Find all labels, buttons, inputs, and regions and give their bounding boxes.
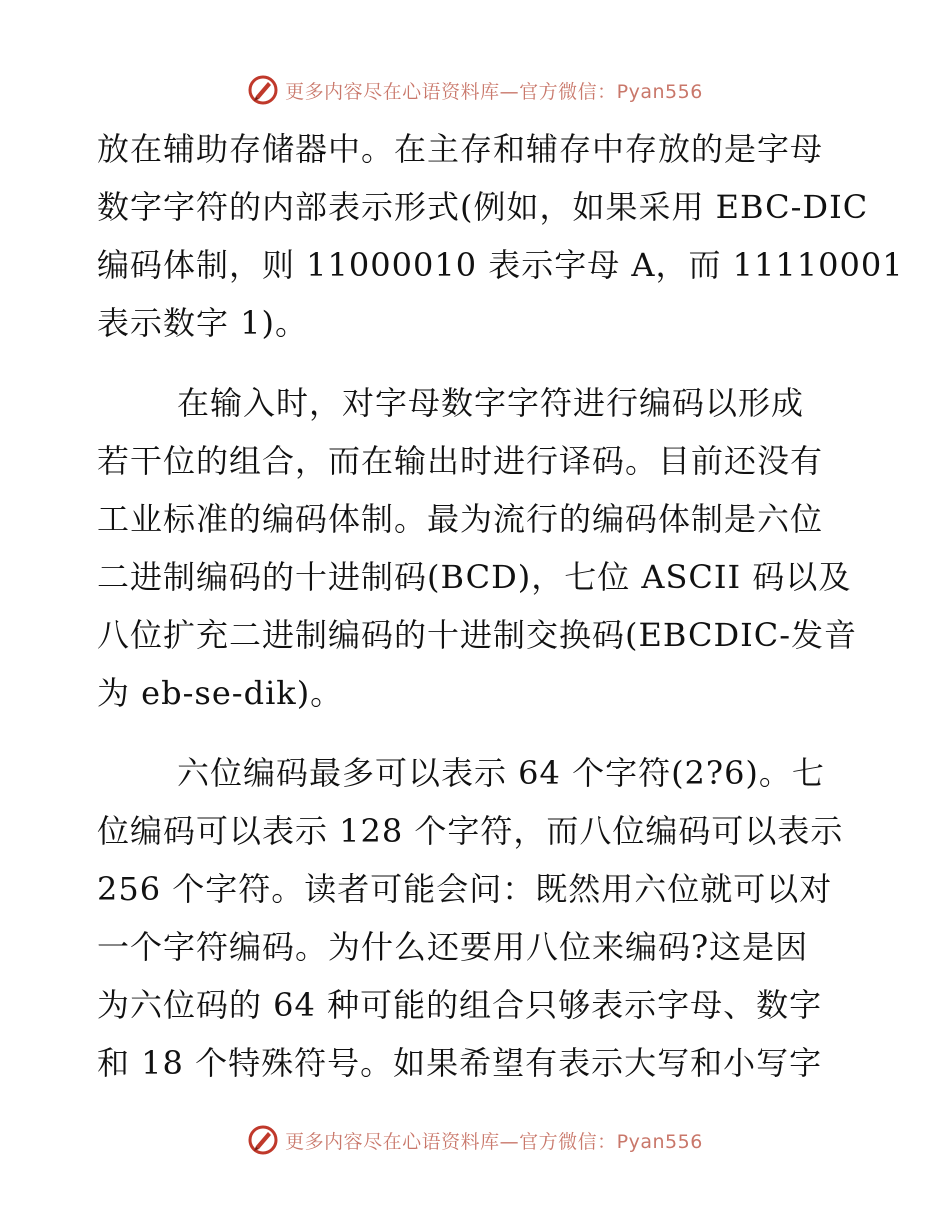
text-line: 编码体制，则 11000010 表示字母 A，而 11110001 bbox=[97, 246, 904, 284]
text-line: 一个字符编码。为什么还要用八位来编码?这是因 bbox=[97, 928, 809, 966]
text-line: 256 个字符。读者可能会问：既然用六位就可以对 bbox=[97, 870, 833, 908]
watermark-text: 更多内容尽在心语资料库—官方微信：Pyan556 bbox=[285, 80, 703, 103]
text-line: 在输入时，对字母数字字符进行编码以形成 bbox=[177, 384, 805, 422]
text-line: 二进制编码的十进制码(BCD)，七位 ASCII 码以及 bbox=[97, 558, 852, 596]
text-line: 工业标准的编码体制。最为流行的编码体制是六位 bbox=[97, 500, 824, 538]
footer-watermark bbox=[0, 1120, 950, 1160]
paragraph-2 bbox=[97, 374, 867, 722]
text-line: 和 18 个特殊符号。如果希望有表示大写和小写字 bbox=[97, 1044, 823, 1082]
text-line: 六位编码最多可以表示 64 个字符(2?6)。七 bbox=[177, 754, 825, 792]
header-watermark bbox=[0, 70, 950, 110]
pen-logo-icon bbox=[247, 1124, 279, 1156]
text-line: 为六位码的 64 种可能的组合只够表示字母、数字 bbox=[97, 986, 823, 1024]
text-line: 位编码可以表示 128 个字符，而八位编码可以表示 bbox=[97, 812, 844, 850]
text-line: 放在辅助存储器中。在主存和辅存中存放的是字母 bbox=[97, 130, 824, 168]
paragraph-1 bbox=[97, 120, 904, 352]
document-body bbox=[97, 120, 904, 1092]
text-line: 为 eb-se-dik)。 bbox=[97, 674, 344, 712]
paragraph-3 bbox=[97, 744, 867, 1092]
text-line: 八位扩充二进制编码的十进制交换码(EBCDIC-发音 bbox=[97, 616, 858, 654]
pen-logo-icon bbox=[247, 74, 279, 106]
text-line: 若干位的组合，而在输出时进行译码。目前还没有 bbox=[97, 442, 824, 480]
watermark-text: 更多内容尽在心语资料库—官方微信：Pyan556 bbox=[285, 1130, 703, 1153]
text-line: 数字字符的内部表示形式(例如，如果采用 EBC-DIC bbox=[97, 188, 869, 226]
text-line: 表示数字 1)。 bbox=[97, 304, 309, 342]
